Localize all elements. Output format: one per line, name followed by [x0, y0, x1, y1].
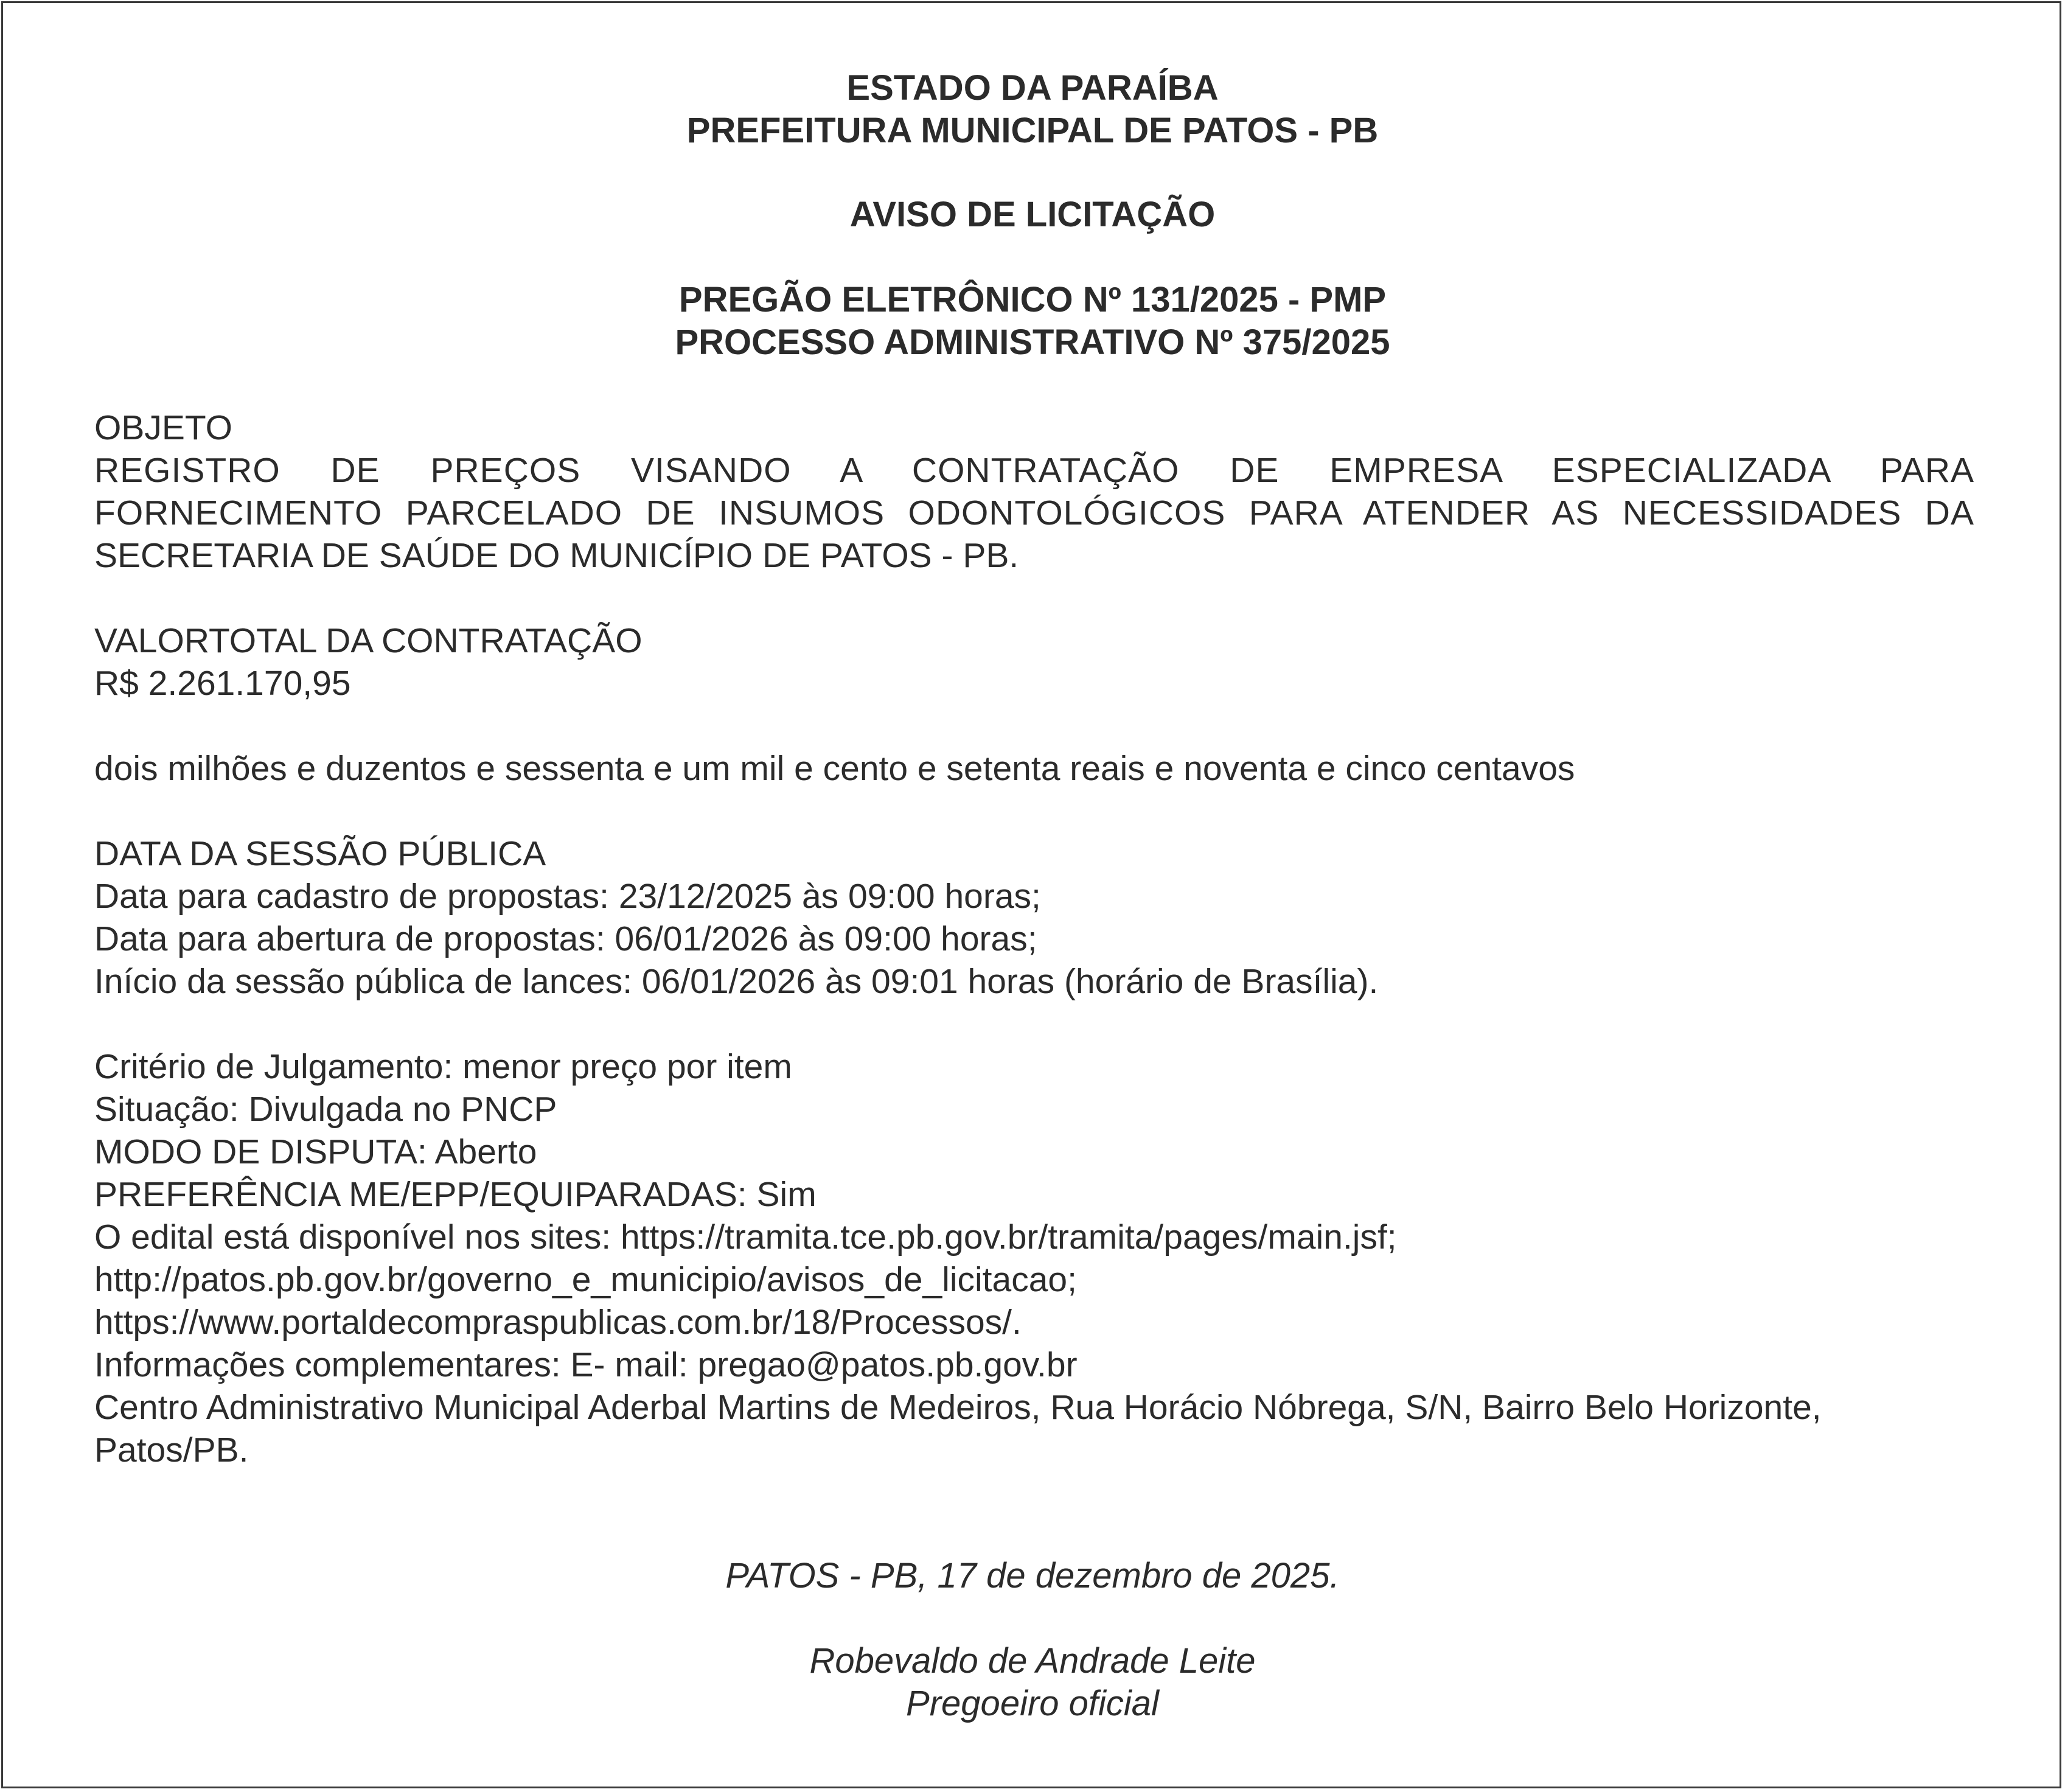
site-link: https://www.portaldecompraspublicas.com.br/18/Processos/. [94, 1303, 1022, 1342]
contact-email: Informações complementares: E- mail: pregao@patos.pb.gov.br [94, 1345, 1078, 1384]
process-number: PROCESSO ADMINISTRATIVO Nº 375/2025 [675, 322, 1390, 362]
auction-block [0, 279, 2065, 364]
preference-text: PREFERÊNCIA ME/EPP/EQUIPARADAS: Sim [94, 1175, 817, 1214]
place-date: PATOS - PB, 17 de dezembro de 2025. [725, 1556, 1340, 1595]
auction-number: PREGÃO ELETRÔNICO Nº 131/2025 - PMP [678, 280, 1387, 319]
address-line: Patos/PB. [94, 1431, 249, 1470]
address-line: Centro Administrativo Municipal Aderbal Martins de Medeiros, Rua Horácio Nóbrega, S/N, Bairro Belo Horizonte, [94, 1388, 1822, 1427]
signer-role: Pregoeiro oficial [906, 1684, 1159, 1723]
object-line: SECRETARIA DE SAÚDE DO MUNICÍPIO DE PATOS - PB. [94, 536, 1019, 575]
notice-body [94, 406, 1974, 1471]
edital-sites: O edital está disponível nos sites: https://tramita.tce.pb.gov.br/tramita/pages/main.jsf; [94, 1218, 1397, 1257]
value-amount: R$ 2.261.170,95 [94, 664, 351, 703]
session-registration: Data para cadastro de propostas: 23/12/2025 às 09:00 horas; [94, 877, 1041, 916]
object-label: OBJETO [94, 408, 232, 447]
judgment-criterion: Critério de Julgamento: menor preço por item [94, 1047, 792, 1086]
header-block [0, 67, 2065, 152]
object-line: REGISTRO DE PREÇOS VISANDO A CONTRATAÇÃO DE EMPRESA ESPECIALIZADA PARA [94, 451, 1974, 490]
notice-title: AVISO DE LICITAÇÃO [849, 195, 1216, 234]
value-in-words: dois milhões e duzentos e sessenta e um mil e cento e setenta reais e noventa e cinco centavos [94, 749, 1575, 788]
session-bids-start: Início da sessão pública de lances: 06/01/2026 às 09:01 horas (horário de Brasília). [94, 962, 1379, 1001]
state-heading: ESTADO DA PARAÍBA [846, 68, 1219, 108]
notice-title-block [0, 193, 2065, 236]
session-opening: Data para abertura de propostas: 06/01/2026 às 09:00 horas; [94, 919, 1037, 958]
object-line: FORNECIMENTO PARCELADO DE INSUMOS ODONTOLÓGICOS PARA ATENDER AS NECESSIDADES DA [94, 493, 1974, 532]
dispute-mode: MODO DE DISPUTA: Aberto [94, 1132, 537, 1171]
session-label: DATA DA SESSÃO PÚBLICA [94, 834, 546, 873]
site-link: http://patos.pb.gov.br/governo_e_municipio/avisos_de_licitacao; [94, 1260, 1077, 1299]
city-hall-heading: PREFEITURA MUNICIPAL DE PATOS - PB [686, 111, 1379, 150]
value-label: VALORTOTAL DA CONTRATAÇÃO [94, 621, 642, 660]
status-text: Situação: Divulgada no PNCP [94, 1090, 557, 1129]
signer-name: Robevaldo de Andrade Leite [809, 1641, 1256, 1681]
